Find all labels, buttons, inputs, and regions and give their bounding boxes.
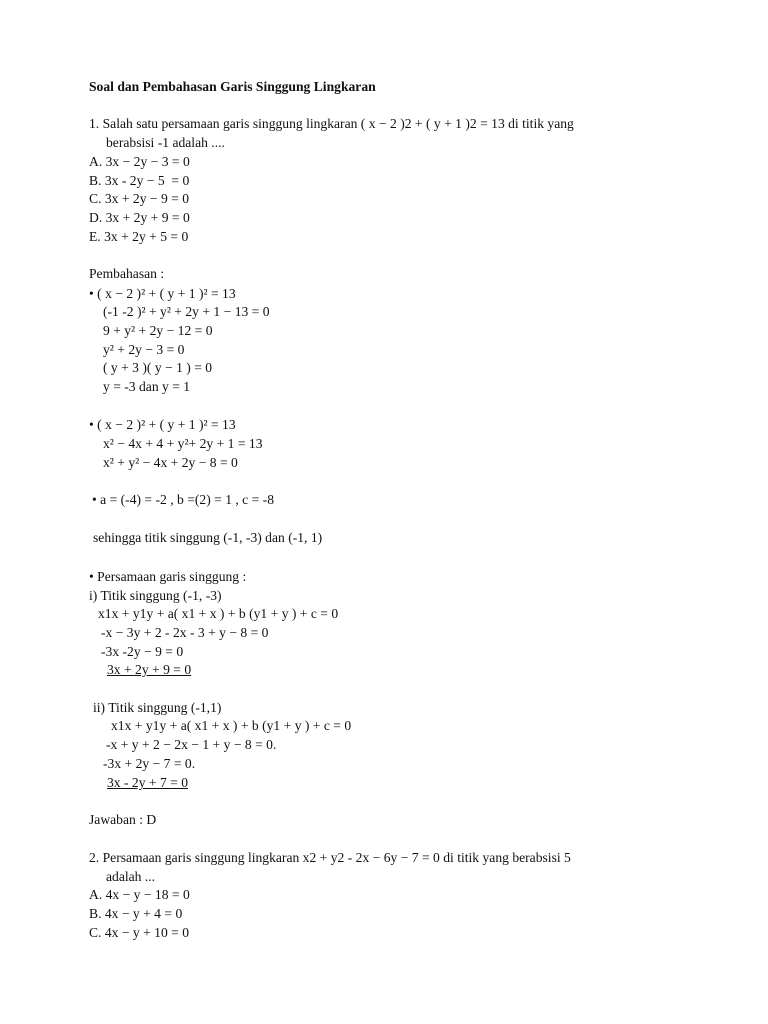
question-text: 1. Salah satu persamaan garis singgung lingkaran ( x − 2 )2 + ( y + 1 )2 = 13 di titik yang [89, 116, 574, 131]
option: D. 3x + 2y + 9 = 0 [89, 210, 190, 225]
pembahasan-label: Pembahasan : [89, 266, 165, 281]
question-text: berabsisi -1 adalah .... [106, 135, 225, 150]
solution-line: y² + 2y − 3 = 0 [103, 342, 185, 357]
solution-line: • Persamaan garis singgung : [89, 569, 247, 584]
question-text: adalah ... [106, 869, 156, 884]
solution-line: -x + y + 2 − 2x − 1 + y − 8 = 0. [106, 737, 277, 752]
solution-line: 9 + y² + 2y − 12 = 0 [103, 323, 213, 338]
solution-line: • ( x − 2 )² + ( y + 1 )² = 13 [89, 417, 236, 432]
solution-line: x1x + y1y + a( x1 + x ) + b (y1 + y ) + c = 0 [98, 606, 339, 621]
solution-line: ii) Titik singgung (-1,1) [93, 700, 222, 715]
option: C. 4x − y + 10 = 0 [89, 925, 190, 940]
option: A. 4x − y − 18 = 0 [89, 887, 190, 902]
option: E. 3x + 2y + 5 = 0 [89, 229, 189, 244]
option: C. 3x + 2y − 9 = 0 [89, 191, 190, 206]
question-text: 2. Persamaan garis singgung lingkaran x2 + y2 - 2x − 6y − 7 = 0 di titik yang berabsisi 5 [89, 850, 571, 865]
solution-line: x² + y² − 4x + 2y − 8 = 0 [103, 455, 238, 470]
option: B. 4x − y + 4 = 0 [89, 906, 183, 921]
solution-line: i) Titik singgung (-1, -3) [89, 588, 222, 603]
answer: Jawaban : D [89, 812, 157, 827]
solution-line: y = -3 dan y = 1 [103, 379, 191, 394]
solution-line: • a = (-4) = -2 , b =(2) = 1 , c = -8 [92, 492, 275, 507]
result-line: 3x + 2y + 9 = 0 [107, 662, 192, 677]
document-title: Soal dan Pembahasan Garis Singgung Lingkaran [89, 79, 376, 94]
result-line: 3x - 2y + 7 = 0 [107, 775, 189, 790]
solution-line: sehingga titik singgung (-1, -3) dan (-1, 1) [93, 530, 323, 545]
solution-line: x² − 4x + 4 + y²+ 2y + 1 = 13 [103, 436, 263, 451]
solution-line: -3x -2y − 9 = 0 [101, 644, 184, 659]
solution-line: -x − 3y + 2 - 2x - 3 + y − 8 = 0 [101, 625, 269, 640]
solution-line: ( y + 3 )( y − 1 ) = 0 [103, 360, 213, 375]
solution-line: • ( x − 2 )² + ( y + 1 )² = 13 [89, 286, 236, 301]
solution-line: (-1 -2 )² + y² + 2y + 1 − 13 = 0 [103, 304, 270, 319]
option: B. 3x - 2y − 5 = 0 [89, 173, 190, 188]
solution-line: x1x + y1y + a( x1 + x ) + b (y1 + y ) + c = 0 [111, 718, 352, 733]
option: A. 3x − 2y − 3 = 0 [89, 154, 190, 169]
solution-line: -3x + 2y − 7 = 0. [103, 756, 196, 771]
